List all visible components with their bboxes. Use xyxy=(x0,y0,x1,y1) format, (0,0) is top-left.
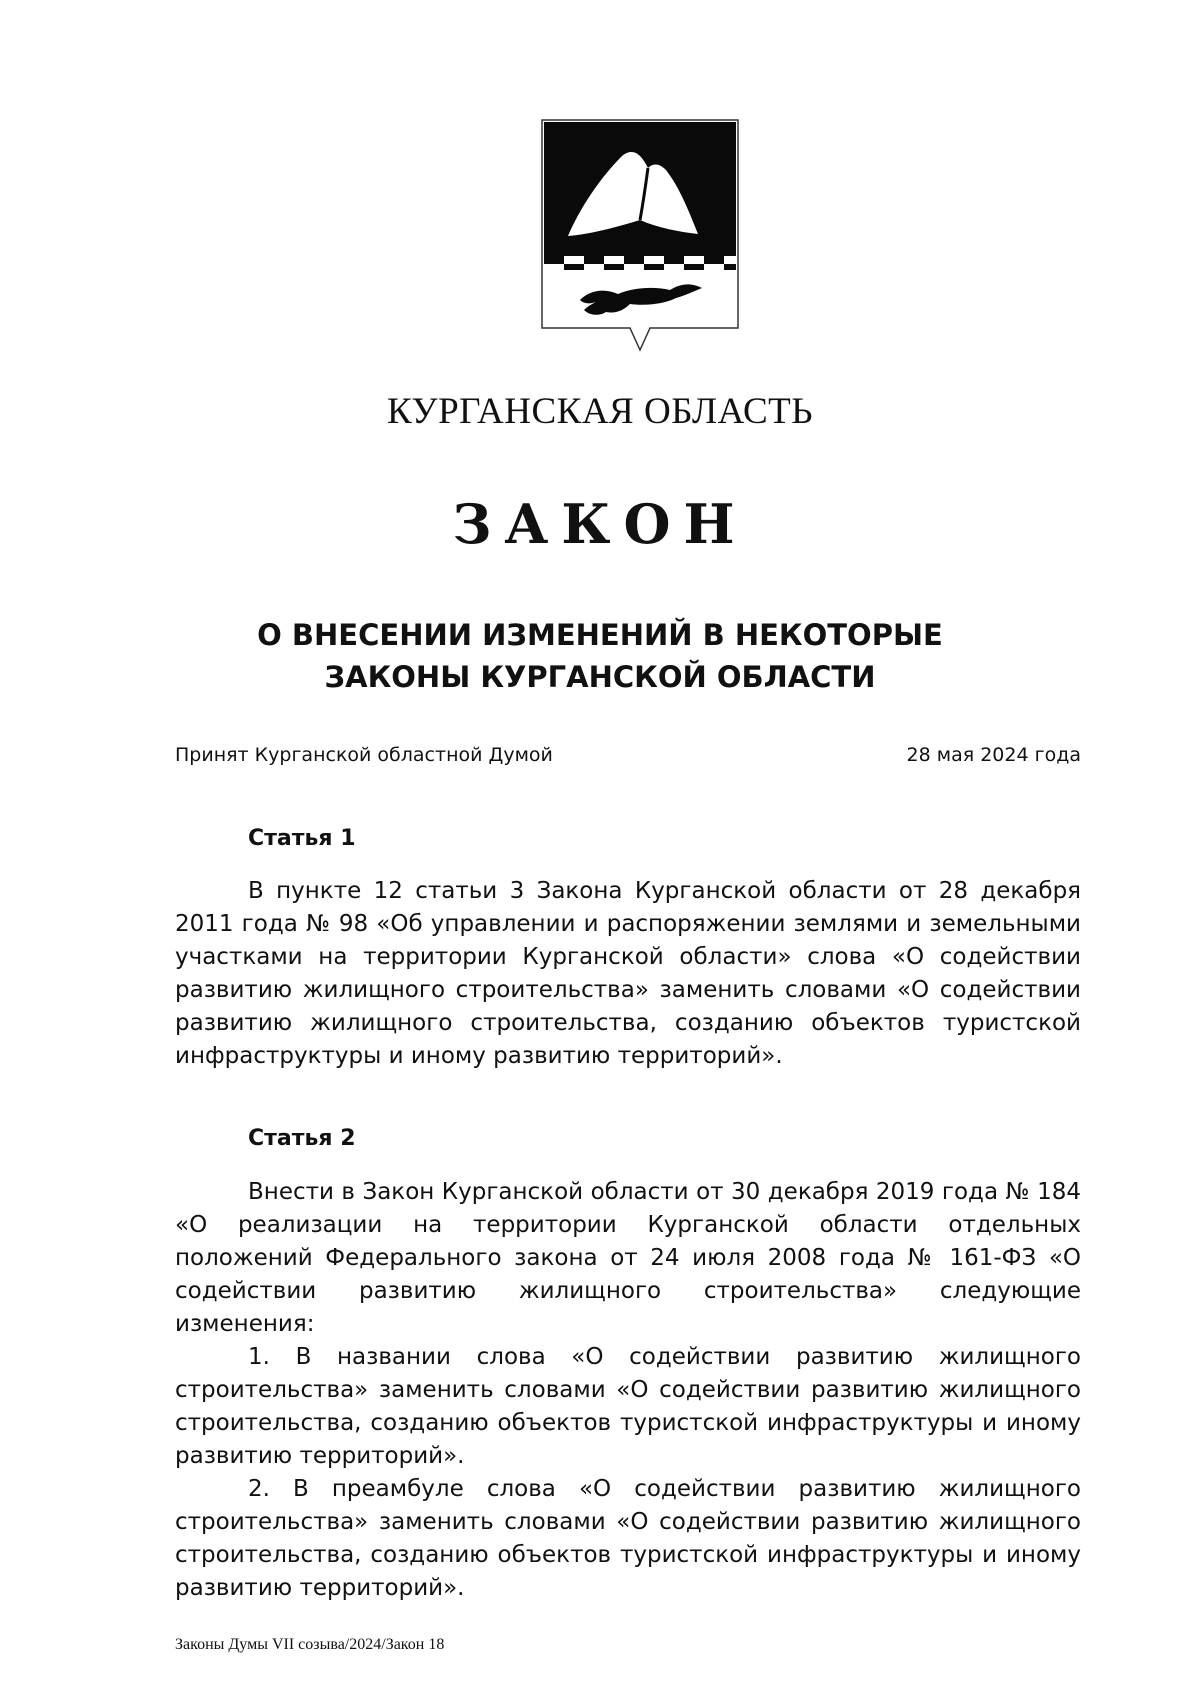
adopted-by: Принят Курганской областной Думой xyxy=(175,744,553,766)
article-2-heading: Статья 2 xyxy=(248,1126,356,1151)
document-type-title: ЗАКОН xyxy=(452,492,748,556)
adoption-row xyxy=(175,744,1081,766)
article-1-body xyxy=(175,875,1081,1073)
region-title: КУРГАНСКАЯ ОБЛАСТЬ xyxy=(386,391,814,432)
law-subtitle-line-1: О ВНЕСЕНИИ ИЗМЕНЕНИЙ В НЕКОТОРЫЕ xyxy=(257,618,943,652)
footer-registry-note: Законы Думы VII созыва/2024/Закон 18 xyxy=(175,1636,445,1653)
article-2-paragraph-intro: Внести в Закон Курганской области от 30 декабря 2019 года № 184 «О реализации на территории Курганской области отдельных положений Федерального закона от 24 июля 2008 года № 161-ФЗ «О содействии развитию жилищного строительства» следующие изменения: xyxy=(175,1179,1081,1337)
law-subtitle xyxy=(0,614,1200,698)
article-2-body xyxy=(175,1176,1081,1605)
article-1-heading: Статья 1 xyxy=(248,826,356,851)
law-subtitle-line-2: ЗАКОНЫ КУРГАНСКОЙ ОБЛАСТИ xyxy=(324,660,876,694)
coat-of-arms-icon xyxy=(540,118,740,358)
adoption-date: 28 мая 2024 года xyxy=(906,744,1081,766)
article-2-item-1: 1. В названии слова «О содействии развитию жилищного строительства» заменить словами «О содействии развитию жилищного строительства, созданию объектов туристской инфраструктуры и иному развитию территорий». xyxy=(175,1344,1081,1469)
article-1-paragraph: В пункте 12 статьи 3 Закона Курганской области от 28 декабря 2011 года № 98 «Об управлении и распоряжении землями и земельными участками на территории Курганской области» слова «О содействии развитию жилищного строительства» заменить словами «О содействии развитию жилищного строительства, созданию объектов туристской инфраструктуры и иному развитию территорий». xyxy=(175,878,1081,1069)
article-2-item-2: 2. В преамбуле слова «О содействии развитию жилищного строительства» заменить словами «О содействии развитию жилищного строительства, созданию объектов туристской инфраструктуры и иному развитию территорий». xyxy=(175,1476,1081,1601)
